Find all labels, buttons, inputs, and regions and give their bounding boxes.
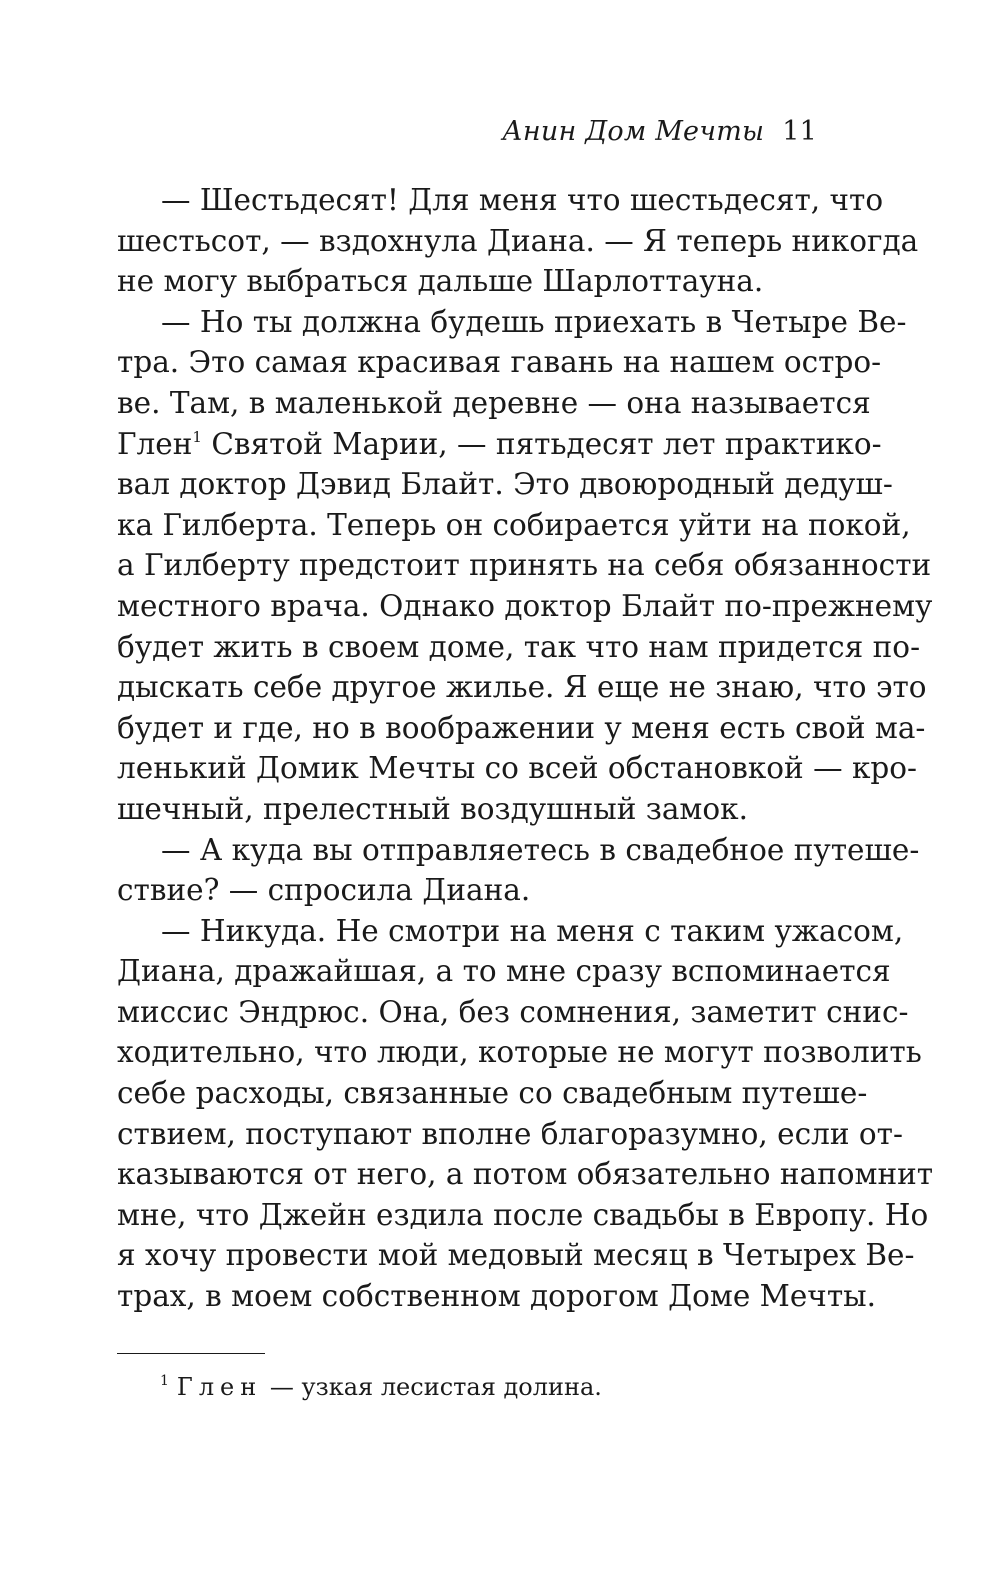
text-line-rest: Святой Марии, — пятьдесят лет практико- — [201, 426, 882, 461]
text-line: — Шестьдесят! Для меня что шестьдесят, что — [161, 183, 884, 217]
text-line — [117, 424, 882, 465]
text-line: миссис Эндрюс. Она, без сомнения, заметит снис- — [117, 994, 909, 1029]
text-line: ленький Домик Мечты со всей обстановкой — кро- — [117, 751, 918, 786]
footnote-anchor-word: Глен — [117, 426, 193, 461]
page-number: 11 — [782, 116, 817, 147]
text-line: ходительно, что люди, которые не могут позволить — [117, 1035, 922, 1070]
text-line: казываются от него, а потом обязательно напомнит — [117, 1157, 934, 1192]
text-line: дыскать себе другое жилье. Я еще не знаю, что это — [117, 670, 927, 705]
footnote-number: 1 — [160, 1373, 169, 1389]
text-line: ка Гилберта. Теперь он собирается уйти на покой, — [117, 507, 911, 542]
text-line: шечный, прелестный воздушный замок. — [117, 791, 748, 826]
text-line: будет жить в своем доме, так что нам придется по- — [117, 629, 921, 664]
text-line: мне, что Джейн ездила после свадьбы в Европу. Но — [117, 1197, 929, 1232]
text-line: ве. Там, в маленькой деревне — она называется — [117, 385, 871, 420]
footnote-definition: — узкая лесистая долина. — [262, 1373, 602, 1401]
text-line: шестьсот, — вздохнула Диана. — Я теперь никогда — [117, 223, 919, 258]
text-line: — Никуда. Не смотри на меня с таким ужасом, — [161, 913, 904, 948]
text-line: будет и где, но в воображении у меня есть свой ма- — [117, 710, 926, 745]
text-line: — Но ты должна будешь приехать в Четыре Ве- — [161, 304, 907, 339]
text-line: я хочу провести мой медовый месяц в Четырех Ве- — [117, 1238, 915, 1273]
text-line: ствием, поступают вполне благоразумно, если от- — [117, 1116, 903, 1151]
text-line: себе расходы, связанные со свадебным путеше- — [117, 1076, 868, 1111]
running-header — [502, 116, 817, 147]
text-line: трах, в моем собственном дорогом Доме Мечты. — [117, 1279, 876, 1314]
text-line: Диана, дражайшая, а то мне сразу вспоминается — [117, 954, 891, 989]
footnote-term: Глен — [176, 1373, 263, 1401]
footnote — [160, 1373, 602, 1401]
text-line: тра. Это самая красивая гавань на нашем остро- — [117, 345, 882, 380]
footnote-divider — [117, 1353, 265, 1354]
body-text — [117, 180, 934, 1317]
text-line: ствие? — спросила Диана. — [117, 873, 531, 908]
footnote-reference: 1 — [192, 427, 202, 446]
text-line: вал доктор Дэвид Блайт. Это двоюродный дедуш- — [117, 467, 893, 502]
text-line: а Гилберту предстоит принять на себя обязанности — [117, 548, 932, 583]
text-line: не могу выбраться дальше Шарлоттауна. — [117, 264, 764, 299]
text-line: — А куда вы отправляетесь в свадебное путеше- — [161, 832, 920, 867]
running-title: Анин Дом Мечты — [502, 116, 765, 147]
text-line: местного врача. Однако доктор Блайт по-прежнему — [117, 588, 933, 623]
